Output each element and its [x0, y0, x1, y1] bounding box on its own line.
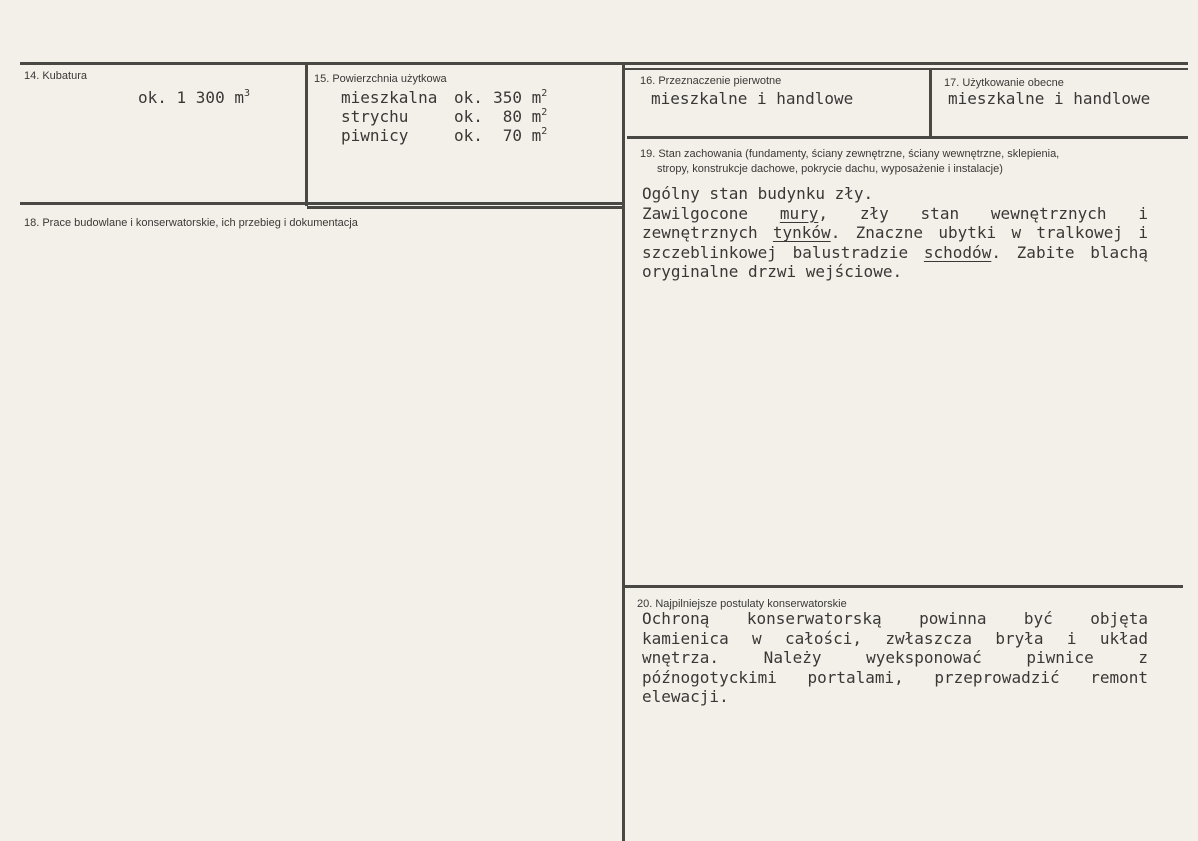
field15-row-unit: m: [531, 126, 542, 145]
top-rule: [20, 62, 1188, 65]
field20-line1: Ochroną konserwatorską powinna być objęta: [642, 609, 1148, 628]
field14-value-sup: 3: [243, 88, 250, 99]
field19-line2-b: mury: [779, 203, 819, 223]
field20-line3: wnętrza. Należy wyeksponować piwnice z: [642, 648, 1148, 667]
field19-line4-b: schodów: [923, 242, 992, 262]
field20-line2: kamienica w całości, zwłaszcza bryła i układ: [642, 628, 1148, 648]
field19-line1: Ogólny stan budynku zły.: [642, 184, 874, 203]
field19-line3-b: tynków: [772, 223, 831, 242]
field15-row-name: strychu: [341, 107, 409, 126]
field19-label-line2: stropy, konstrukcje dachowe, pokrycie dachu, wyposażenie i instalacje): [657, 163, 1003, 175]
field17-value: mieszkalne i handlowe: [948, 89, 1151, 108]
field19-line4: [642, 243, 1148, 263]
field19-line3-a: zewnętrznych: [642, 223, 758, 242]
field14-label: 14. Kubatura: [24, 70, 87, 82]
field17-label: 17. Użytkowanie obecne: [944, 77, 1064, 89]
field15-row-3: [341, 126, 547, 146]
field15-label: 15. Powierzchnia użytkowa: [314, 73, 447, 85]
field15-row-approx: ok.: [454, 126, 483, 145]
field20-line5: elewacji.: [642, 687, 729, 706]
field16-label: 16. Przeznaczenie pierwotne: [640, 75, 782, 87]
field19-line4-c: . Zabite blachą: [991, 242, 1148, 262]
field20-line4: późnogotyckimi portalami, przeprowadzić remont: [642, 667, 1148, 687]
field15-row-number: 70: [502, 126, 522, 145]
rule-below-14-15: [20, 202, 625, 205]
field18-label: 18. Prace budowlane i konserwatorskie, ich przebieg i dokumentacja: [24, 217, 358, 229]
field15-row-unit: m: [531, 88, 542, 107]
field19-line2-c: , zły stan wewnętrznych i: [818, 203, 1148, 223]
field19-text: [642, 184, 1148, 282]
rule-below-15: [307, 206, 625, 209]
rule-below-16-17: [627, 136, 1188, 139]
field15-row-2: [341, 107, 547, 127]
field15-row-approx: ok.: [454, 88, 483, 107]
field15-row-approx: ok.: [454, 107, 483, 126]
field15-row-1: [341, 88, 547, 108]
field19-line3: [642, 223, 1148, 243]
field20-label: 20. Najpilniejsze postulaty konserwatorskie: [637, 598, 847, 610]
rule-above-20: [625, 585, 1183, 588]
field19-line3-c: . Znaczne ubytki w tralkowej i: [830, 223, 1148, 242]
field15-row-number: 350: [493, 88, 522, 107]
field20-text: [642, 609, 1148, 707]
field19-line5: oryginalne drzwi wejściowe.: [642, 262, 903, 281]
field14-value: [138, 88, 250, 108]
field19-line2-a: Zawilgocone: [642, 203, 748, 223]
field19-label-line1: 19. Stan zachowania (fundamenty, ściany zewnętrzne, ściany wewnętrzne, sklepienia,: [640, 148, 1060, 160]
field16-value: mieszkalne i handlowe: [651, 89, 854, 108]
divider-16-17: [929, 68, 932, 138]
rule-16-17-bottom: [625, 68, 1188, 70]
divider-main: [622, 64, 625, 841]
field14-value-text: ok. 1 300 m: [138, 88, 244, 107]
field15-row-name: piwnicy: [341, 126, 409, 145]
field19-line4-a: szczeblinkowej balustradzie: [642, 242, 909, 262]
field15-row-sup: 2: [541, 88, 548, 99]
divider-14-15: [305, 62, 308, 206]
field15-row-sup: 2: [541, 107, 548, 118]
field15-row-sup: 2: [541, 126, 548, 137]
field15-row-number: 80: [502, 107, 522, 126]
field15-row-name: mieszkalna: [341, 88, 438, 107]
field19-line2: [642, 204, 1148, 224]
field15-row-unit: m: [531, 107, 542, 126]
